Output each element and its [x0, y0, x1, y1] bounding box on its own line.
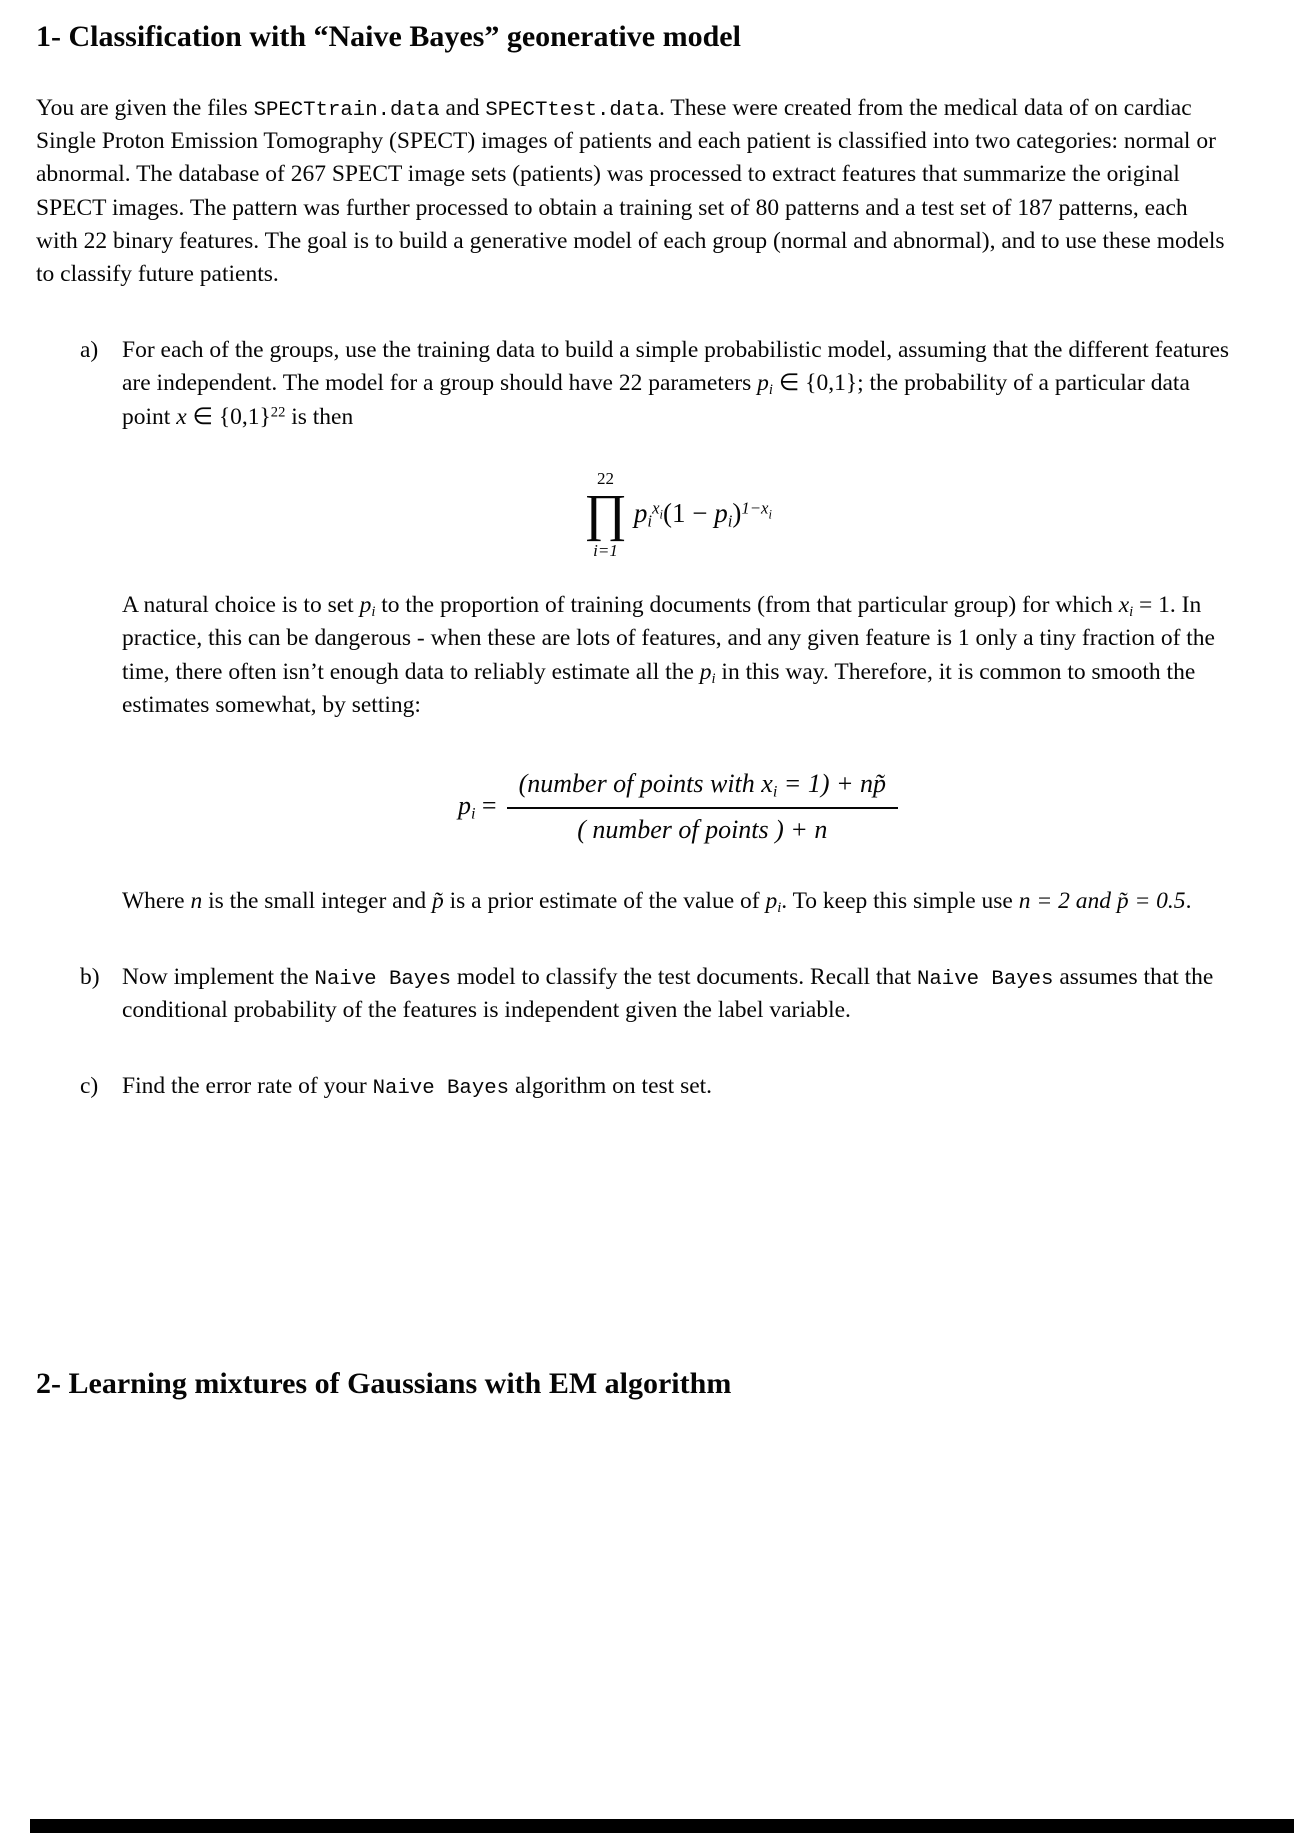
list-item-a [36, 334, 1234, 919]
item-c-text: Find the error rate of your Naive Bayes algorithm on test set. [122, 1072, 713, 1100]
item-b-body [122, 961, 1234, 1028]
item-c-body [122, 1070, 1234, 1103]
formula-lhs: $p_i$ = [457, 790, 497, 823]
product-formula [122, 470, 1234, 558]
fraction-numerator: (number of points with $x_i = 1$) + np̃ [507, 769, 898, 810]
list-item-b [36, 961, 1234, 1028]
intro-paragraph: You are given the files SPECTtrain.data and SPECTtest.data. These were created from the medical data of on cardiac Single Proton Emission Tomography (SPECT) images of patients and each patient is classified into two categories: normal or abnormal. The database of 267 SPECT image sets (patients) was processed to extract features that summarize the original SPECT images. The pattern was further processed to obtain a training set of 80 patterns and a test set of 187 patterns, each with 22 binary features. The goal is to build a generative model of each group (normal and abnormal), and to use these models to classify future patients. [36, 94, 1225, 288]
section-2-title: 2- Learning mixtures of Gaussians with EM algorithm [36, 1367, 732, 1401]
where-paragraph: Where n is the small integer and p̃ is a prior estimate of the value of $p_i$. To keep this simple use n = 2 and p̃ = 0.5. [122, 888, 1192, 917]
item-a-text: For each of the groups, use the training data to build a simple probabilistic model, assuming that the different features are independent. The model for a group should have 22 parameters $p_i$ ∈ {0,1}; the probability of a particular data point x ∈ $\{0,1\}^{22}$ is then [122, 336, 1230, 430]
product-operator [584, 470, 627, 558]
fraction-denominator: ( number of points ) + n [577, 815, 828, 845]
product-expression: $p_i^xi(1 - p_i)^{1-x}i$ [633, 497, 772, 531]
item-b-label: b) [80, 964, 100, 990]
natural-choice-paragraph: A natural choice is to set $p_i$ to the proportion of training documents (from that particular group) for which $x_i = 1$. In practice, this can be dangerous - when these are lots of features, and any given feature is 1 only a tiny fraction of the time, there often isn’t enough data to reliably estimate all the $p_i$ in this way. Therefore, it is common to smooth the estimates somewhat, by setting: [122, 591, 1215, 719]
product-symbol-icon: ∏ [584, 485, 627, 543]
item-a-label: a) [80, 336, 99, 363]
section-1-title: 1- Classification with “Naive Bayes” geonerative model [36, 20, 741, 53]
product-lower-limit: i=1 [593, 540, 618, 560]
product-upper-limit: 22 [597, 469, 615, 489]
bottom-scan-bar [30, 1819, 1294, 1833]
smoothing-formula [122, 769, 1234, 846]
item-a-body [122, 334, 1234, 919]
list-item-c [36, 1070, 1234, 1103]
fraction [507, 769, 898, 846]
item-c-label: c) [80, 1072, 99, 1099]
item-b-text: Now implement the Naive Bayes model to classify the test documents. Recall that Naive Bayes assumes that the conditional probability of the features is independent given the label variable. [122, 964, 1214, 1024]
